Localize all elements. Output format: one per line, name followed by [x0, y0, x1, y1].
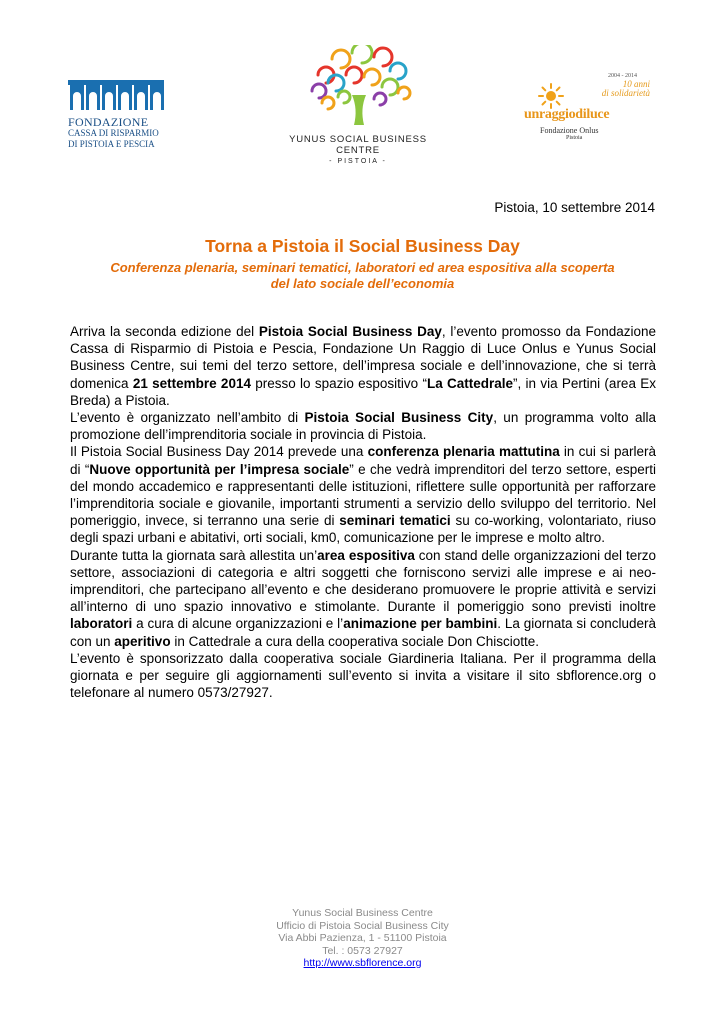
p4-text-i: in Cattedrale a cura della cooperativa sociale Don Chisciotte.	[170, 633, 540, 649]
fondazione-logo-line3: DI PISTOIA E PESCIA	[68, 139, 155, 149]
p4-text-c: con stand delle organizzazioni del terzo settore, associazioni di categoria e altri soggetti che forniscono servizi alle imprese e ai neo-imprenditori, che partecipano all’evento e che desiderano promuovere le proprie attività e servizi all’interno di uno spazio innovativo e stimolante. Durante il pomeriggio sono previsti inoltre	[70, 547, 656, 615]
p4-text-e: a cura di alcune organizzazioni e l’	[132, 616, 344, 632]
paragraph-3	[70, 443, 656, 546]
paragraph-5: L’evento è sponsorizzato dalla cooperativa sociale Giardineria Italiana. Per il programma della giornata e per seguire gli aggiornamenti sull’evento si invita a visitare il sito sbflorence.org o telefonare al numero 0573/27927.	[70, 650, 656, 701]
raggio-logo-sub2: Pistoia	[566, 135, 583, 141]
paragraph-4	[70, 547, 656, 650]
p4-text-g: . La giornata si concluderà con un	[70, 616, 657, 649]
p3-bold-conference: conferenza plenaria mattutina	[367, 444, 560, 460]
p4-text-a: Durante tutta la giornata sarà allestita un’	[70, 547, 318, 563]
sun-icon	[538, 83, 564, 109]
footer-line2: Ufficio di Pistoia Social Business City	[276, 919, 449, 932]
fondazione-logo-line1: FONDAZIONE	[68, 115, 149, 129]
subtitle-line1: Conferenza plenaria, seminari tematici, laboratori ed area espositiva alla scoperta	[110, 260, 615, 275]
press-release-body	[70, 323, 656, 701]
raggio-logo-years: 2004 - 2014	[608, 73, 637, 79]
p4-bold-exhibition: area espositiva	[317, 547, 415, 563]
p1-bold-date: 21 settembre 2014	[132, 375, 251, 391]
p3-text-a: Il Pistoia Social Business Day 2014 prevede una	[70, 444, 368, 460]
tree-icon	[298, 45, 418, 127]
p1-bold-venue: La Cattedrale	[426, 375, 514, 391]
raggio-di-luce-logo	[520, 73, 650, 153]
p1-text-g: ”, in via Pertini (area Ex Breda) a Pistoia.	[70, 375, 656, 408]
aqueduct-icon	[68, 80, 164, 110]
fondazione-logo-line2: CASSA DI RISPARMIO	[68, 128, 159, 138]
raggio-logo-sub1: Fondazione Onlus	[540, 126, 599, 135]
raggio-logo-anni-text: 10 anni	[622, 79, 650, 89]
press-release-title: Torna a Pistoia il Social Business Day	[205, 236, 520, 256]
raggio-logo-solidarieta: di solidarietà	[601, 88, 650, 98]
footer-line1: Yunus Social Business Centre	[292, 907, 433, 919]
p4-bold-kids: animazione per bambini	[343, 616, 498, 632]
raggio-logo-brand: unraggiodiluce	[524, 107, 610, 122]
p2-text-c: , un programma volto alla promozione dell’imprenditoria sociale in provincia di Pistoia.	[70, 410, 656, 443]
p1-text-c: , l’evento promosso da Fondazione Cassa di Risparmio di Pistoia e Pescia, Fondazione Un Raggio di Luce Onlus e Yunus Social Business Centre, sui temi del terzo settore, dell’impresa sociale e dell’innovazione, che si terrà domenica	[70, 324, 656, 391]
date-line: Pistoia, 10 settembre 2014	[494, 200, 655, 215]
p3-bold-topic: Nuove opportunità per l’impresa sociale	[89, 461, 350, 477]
footer-line3: Via Abbi Pazienza, 1 - 51100 Pistoia	[278, 932, 447, 944]
p1-text-a: Arriva la seconda edizione del	[70, 324, 259, 339]
paragraph-1	[70, 323, 656, 409]
p3-text-g: su co-working, volontariato, riuso degli spazi urbani e abitativi, orti sociali, km0, comunicazione per le imprese e molto altro.	[70, 513, 656, 546]
footer	[0, 907, 725, 970]
yunus-logo-city: - PISTOIA -	[329, 158, 387, 165]
footer-line4: Tel. : 0573 27927	[322, 944, 403, 957]
footer-website-link[interactable]: http://www.sbflorence.org	[303, 957, 422, 969]
p2-text-a: L’evento è organizzato nell’ambito di	[70, 410, 305, 426]
yunus-logo-name: YUNUS SOCIAL BUSINESS CENTRE	[289, 134, 427, 156]
p3-text-e: ” e che vedrà imprenditori del terzo settore, esperti del mondo accademico e rappresentanti delle istituzioni, riflettere sulle opportunità per rafforzare l’imprenditoria sociale e giovanile, importanti strumenti a servizio dello sviluppo del territorio. Nel pomeriggio, invece, si terranno una serie di	[70, 461, 657, 529]
press-release-subtitle	[70, 260, 655, 292]
p1-bold-event-name: Pistoia Social Business Day	[258, 324, 442, 339]
p2-bold-program: Pistoia Social Business City	[304, 410, 494, 426]
paragraph-2	[70, 409, 656, 443]
fondazione-cassa-logo	[68, 80, 178, 155]
p4-bold-aperitivo: aperitivo	[114, 633, 171, 649]
p3-text-c: in cui si parlerà di “	[70, 444, 656, 477]
subtitle-line2: del lato sociale dell’economia	[270, 276, 455, 291]
p4-bold-workshops: laboratori	[70, 616, 133, 632]
yunus-logo	[268, 45, 448, 165]
raggio-logo-anni	[590, 80, 650, 98]
p3-bold-seminars: seminari tematici	[339, 513, 451, 529]
p1-text-e: presso lo spazio espositivo “	[250, 375, 427, 391]
